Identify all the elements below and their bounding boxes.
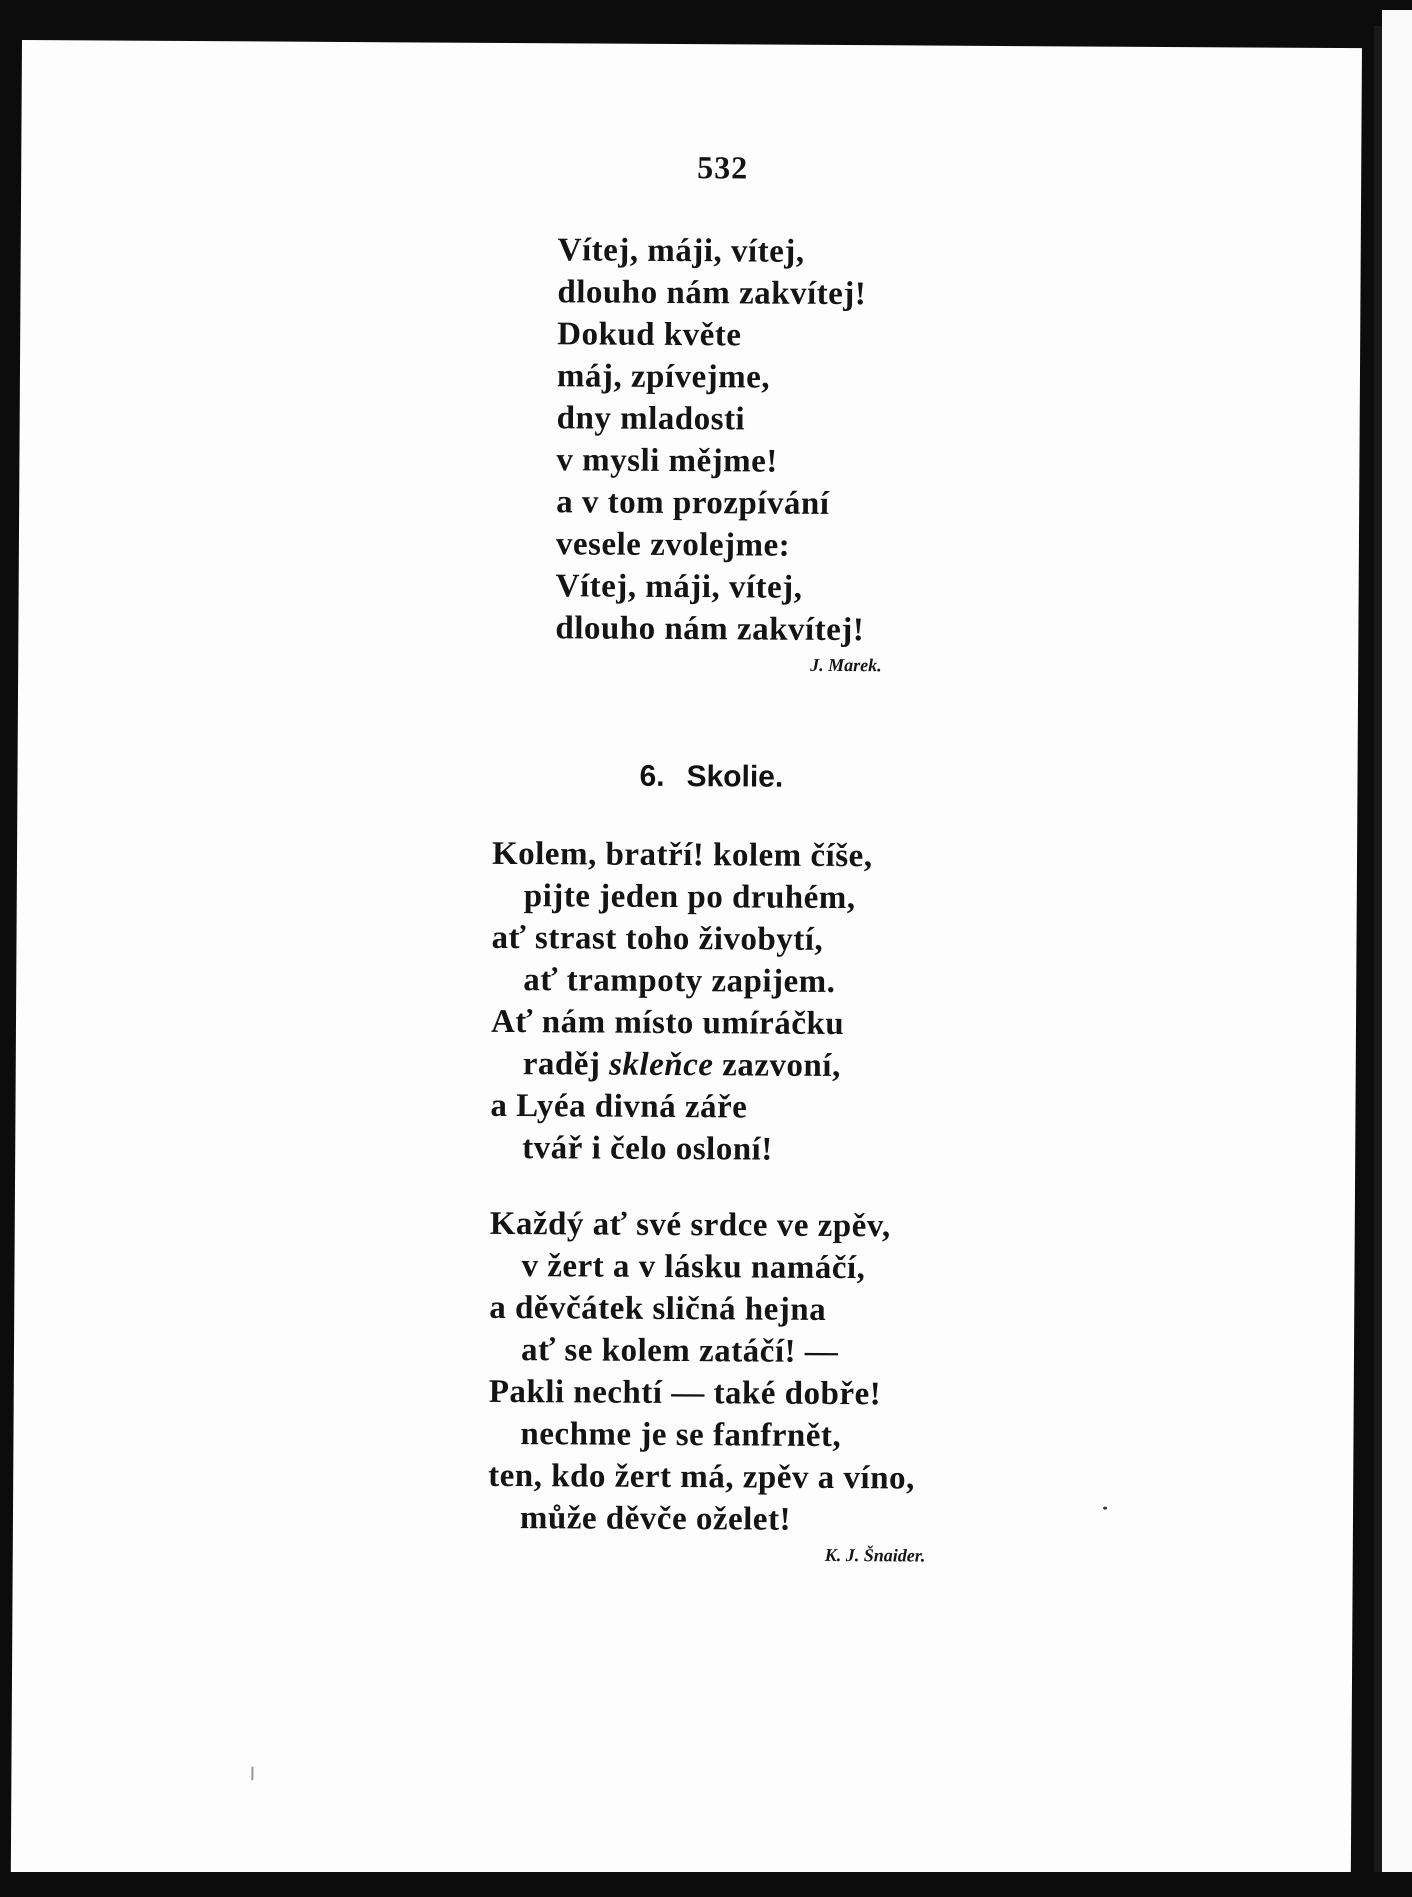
poem2-title: Skolie. (686, 760, 784, 794)
stanza1-italic-word: skleňce (609, 1046, 714, 1084)
poem2-number: 6. (639, 759, 665, 793)
stanza2-line: Každý ať své srdce ve zpěv, (489, 1205, 891, 1245)
stanza1-line: Kolem, bratří! kolem číše, (491, 835, 873, 875)
stanza2-line: může děvče oželet! (519, 1500, 792, 1538)
poem1-line: dny mladosti (556, 400, 746, 438)
poem1-line: Vítej, máji, vítej, (555, 568, 803, 606)
stanza2-line: nechme je se fanfrnět, (520, 1416, 842, 1455)
book-page (11, 40, 1362, 1886)
stanza2-line: ať se kolem zatáčí! — (520, 1332, 839, 1371)
poem1-line: Dokud květe (557, 316, 742, 354)
page-number: 532 (697, 149, 749, 186)
poem1-line: Vítej, máji, vítej, (557, 232, 805, 270)
stanza2-line: a děvčátek sličná hejna (489, 1289, 827, 1328)
stanza1-line-with-italic (523, 1043, 841, 1087)
page-edge-shadow (1374, 26, 1382, 1876)
stanza1-line: a Lyéa divná záře (490, 1087, 748, 1126)
poem1-line: vesele zvolejme: (555, 526, 791, 564)
dust-speck (1103, 1507, 1107, 1510)
poem2-author: K. J. Šnaider. (824, 1544, 926, 1566)
stanza1-line: ať trampoty zapijem. (523, 962, 836, 1000)
poem1-line: máj, zpívejme, (556, 358, 771, 396)
stanza1-line: ať strast toho živobytí, (491, 919, 824, 958)
poem1-line: dlouho nám zakvítej! (557, 274, 867, 313)
stanza1-text: raděj (522, 1046, 610, 1083)
stanza2-line: ten, kdo žert má, zpěv a víno, (488, 1457, 915, 1497)
stanza2-line: v žert a v lásku namáčí, (521, 1248, 866, 1287)
dust-speck (251, 1766, 253, 1780)
poem1-line: v mysli mějme! (556, 442, 778, 480)
poem1-line: a v tom prozpívání (556, 484, 830, 522)
adjacent-page-edge (1382, 10, 1412, 1897)
poem2-heading (639, 760, 783, 795)
stanza2-line: Pakli nechtí — také dobře! (488, 1373, 882, 1413)
scan-border-bottom (0, 1872, 1412, 1897)
stanza1-line: Ať nám místo umíráčku (490, 1003, 845, 1043)
poem1-line: dlouho nám zakvítej! (555, 610, 865, 649)
stanza1-line: tvář i čelo osloní! (522, 1130, 773, 1168)
stanza1-text: zazvoní, (713, 1047, 841, 1085)
poem1-author: J. Marek. (810, 654, 882, 676)
stanza1-line: pijte jeden po druhém, (523, 878, 856, 917)
